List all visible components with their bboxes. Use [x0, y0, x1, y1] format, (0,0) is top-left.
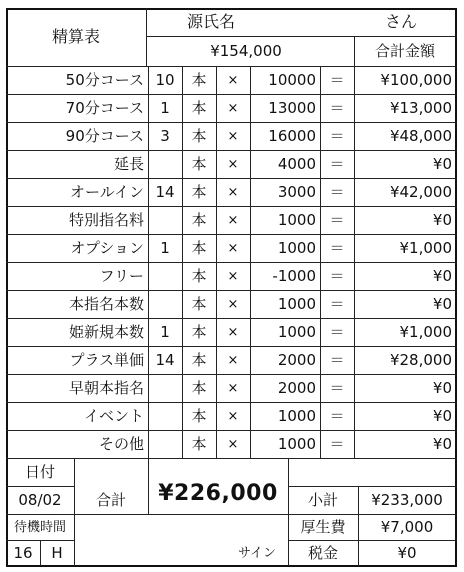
- grid-line: [6, 374, 457, 375]
- total-amount-value: ¥154,000: [210, 41, 282, 60]
- row-quantity: [148, 150, 182, 178]
- row-amount: ¥0: [432, 434, 452, 453]
- grid-line: [6, 290, 457, 291]
- row-amount: ¥0: [432, 378, 452, 397]
- grid-line: [354, 36, 355, 67]
- row-amount: ¥0: [432, 294, 452, 313]
- row-times-sign: ×: [227, 352, 239, 368]
- grid-line: [6, 514, 75, 515]
- amount-redaction: [284, 40, 300, 62]
- grid-line: [6, 430, 457, 431]
- row-unit-price: 3000: [277, 182, 316, 201]
- grid-line: [6, 94, 457, 95]
- grid-line: [146, 8, 147, 67]
- row-unit: 本: [191, 350, 207, 369]
- row-amount: ¥1,000: [399, 322, 452, 341]
- row-unit-price: 2000: [277, 350, 316, 369]
- row-equals-sign: ＝: [329, 378, 345, 397]
- row-quantity: 10: [155, 70, 175, 89]
- row-unit-price: 2000: [277, 378, 316, 397]
- date-value: 08/02: [18, 490, 62, 509]
- grid-line: [148, 66, 149, 459]
- row-label: イベント: [83, 406, 144, 425]
- row-unit-price: 1000: [277, 238, 316, 257]
- row-equals-sign: ＝: [329, 182, 345, 201]
- row-times-sign: ×: [227, 268, 239, 284]
- grid-line: [250, 66, 251, 459]
- grid-line: [288, 514, 457, 515]
- row-unit: 本: [191, 406, 207, 425]
- row-unit: 本: [191, 294, 207, 313]
- row-unit-price: -1000: [272, 266, 316, 285]
- grid-line: [6, 234, 457, 235]
- grid-line: [6, 318, 457, 319]
- grid-line: [6, 346, 457, 347]
- row-amount: ¥0: [432, 266, 452, 285]
- row-quantity: [148, 290, 182, 318]
- grid-line: [6, 486, 75, 487]
- row-times-sign: ×: [227, 72, 239, 88]
- row-unit-price: 1000: [277, 406, 316, 425]
- row-unit-price: 1000: [277, 210, 316, 229]
- row-equals-sign: ＝: [329, 70, 345, 89]
- grid-line: [146, 36, 457, 37]
- grid-line: [354, 66, 355, 459]
- row-amount: ¥1,000: [399, 238, 452, 257]
- row-unit: 本: [191, 126, 207, 145]
- grid-line: [182, 66, 183, 459]
- row-amount: ¥0: [432, 406, 452, 425]
- grid-line: [74, 514, 289, 515]
- row-amount: ¥13,000: [389, 98, 452, 117]
- grid-line: [216, 66, 217, 459]
- row-times-sign: ×: [227, 240, 239, 256]
- grid-line: [6, 206, 457, 207]
- row-times-sign: ×: [227, 380, 239, 396]
- row-amount: ¥100,000: [380, 70, 452, 89]
- row-unit: 本: [191, 98, 207, 117]
- row-times-sign: ×: [227, 212, 239, 228]
- row-equals-sign: ＝: [329, 126, 345, 145]
- name-suffix: さん: [384, 12, 417, 31]
- row-label: オールイン: [70, 182, 144, 201]
- row-label: プラス単価: [69, 350, 144, 369]
- tax-label: 税金: [307, 543, 338, 562]
- grid-line: [6, 8, 457, 10]
- grid-line: [288, 486, 457, 487]
- row-label: 70分コース: [65, 98, 144, 117]
- row-equals-sign: ＝: [329, 154, 345, 173]
- row-quantity: 1: [160, 98, 170, 117]
- row-quantity: [148, 402, 182, 430]
- row-equals-sign: ＝: [329, 210, 345, 229]
- row-quantity: [148, 374, 182, 402]
- row-label: フリー: [99, 266, 144, 285]
- grid-line: [74, 458, 75, 566]
- row-equals-sign: ＝: [329, 266, 345, 285]
- row-unit: 本: [191, 238, 207, 257]
- row-label: 早朝本指名: [68, 378, 144, 397]
- grid-line: [6, 66, 457, 67]
- row-unit: 本: [191, 70, 207, 89]
- row-unit-price: 13000: [268, 98, 316, 117]
- grid-line: [320, 66, 321, 459]
- row-quantity: 14: [155, 350, 175, 369]
- grid-line: [358, 486, 359, 566]
- row-label: オプション: [70, 238, 144, 257]
- row-quantity: 14: [155, 182, 175, 201]
- row-quantity: 3: [160, 126, 170, 145]
- row-quantity: 1: [160, 322, 170, 341]
- row-unit: 本: [191, 378, 207, 397]
- row-unit: 本: [191, 210, 207, 229]
- subtotal-value: ¥233,000: [371, 490, 443, 509]
- row-unit-price: 4000: [277, 154, 316, 173]
- row-equals-sign: ＝: [329, 350, 345, 369]
- row-equals-sign: ＝: [329, 406, 345, 425]
- row-unit: 本: [191, 182, 207, 201]
- grid-line: [6, 402, 457, 403]
- row-equals-sign: ＝: [329, 294, 345, 313]
- grand-total-value: ¥226,000: [158, 481, 278, 506]
- row-times-sign: ×: [227, 324, 239, 340]
- row-times-sign: ×: [227, 128, 239, 144]
- tax-value: ¥0: [397, 543, 417, 562]
- row-amount: ¥28,000: [389, 350, 452, 369]
- name-redaction: [268, 9, 348, 35]
- settlement-sheet: [6, 8, 456, 566]
- row-equals-sign: ＝: [329, 434, 345, 453]
- date-label: 日付: [24, 462, 55, 481]
- row-quantity: [148, 430, 182, 458]
- row-unit: 本: [191, 154, 207, 173]
- row-equals-sign: ＝: [329, 238, 345, 257]
- row-amount: ¥42,000: [389, 182, 452, 201]
- sheet-title: 精算表: [51, 27, 100, 46]
- row-amount: ¥48,000: [389, 126, 452, 145]
- row-unit: 本: [191, 322, 207, 341]
- row-label: 特別指名料: [68, 210, 144, 229]
- grid-line: [288, 458, 289, 566]
- row-unit-price: 1000: [277, 322, 316, 341]
- row-times-sign: ×: [227, 408, 239, 424]
- row-label: 50分コース: [65, 70, 144, 89]
- row-quantity: [148, 262, 182, 290]
- row-label: 姫新規本数: [68, 322, 144, 341]
- name-label: 源氏名: [186, 12, 235, 31]
- row-times-sign: ×: [227, 156, 239, 172]
- row-unit-price: 10000: [268, 70, 316, 89]
- row-times-sign: ×: [227, 436, 239, 452]
- row-quantity: 1: [160, 238, 170, 257]
- wait-time-label: 待機時間: [13, 519, 66, 535]
- row-unit: 本: [191, 266, 207, 285]
- row-equals-sign: ＝: [329, 98, 345, 117]
- row-unit-price: 16000: [268, 126, 316, 145]
- row-times-sign: ×: [227, 296, 239, 312]
- row-label: 本指名本数: [68, 294, 144, 313]
- welfare-label: 厚生費: [300, 517, 346, 536]
- row-label: 90分コース: [65, 126, 144, 145]
- wait-time-value: 16: [13, 543, 33, 562]
- grid-line: [6, 122, 457, 123]
- row-amount: ¥0: [432, 210, 452, 229]
- grid-line: [6, 150, 457, 151]
- row-label: その他: [98, 434, 144, 453]
- row-label: 延長: [113, 154, 144, 173]
- grid-line: [288, 540, 457, 541]
- wait-time-unit: H: [51, 543, 63, 562]
- grand-total-label: 合計: [95, 490, 126, 509]
- row-unit-price: 1000: [277, 434, 316, 453]
- grid-line: [6, 262, 457, 263]
- total-amount-label: 合計金額: [374, 41, 435, 60]
- grid-line: [40, 540, 41, 566]
- row-amount: ¥0: [432, 154, 452, 173]
- grid-line: [455, 8, 457, 566]
- row-unit: 本: [191, 434, 207, 453]
- row-quantity: [148, 206, 182, 234]
- row-times-sign: ×: [227, 100, 239, 116]
- welfare-value: ¥7,000: [380, 517, 434, 536]
- grid-line: [6, 8, 8, 566]
- row-times-sign: ×: [227, 184, 239, 200]
- grid-line: [148, 458, 149, 515]
- row-equals-sign: ＝: [329, 322, 345, 341]
- grid-line: [6, 178, 457, 179]
- subtotal-label: 小計: [307, 490, 338, 509]
- sign-label: サイン: [237, 545, 277, 561]
- row-unit-price: 1000: [277, 294, 316, 313]
